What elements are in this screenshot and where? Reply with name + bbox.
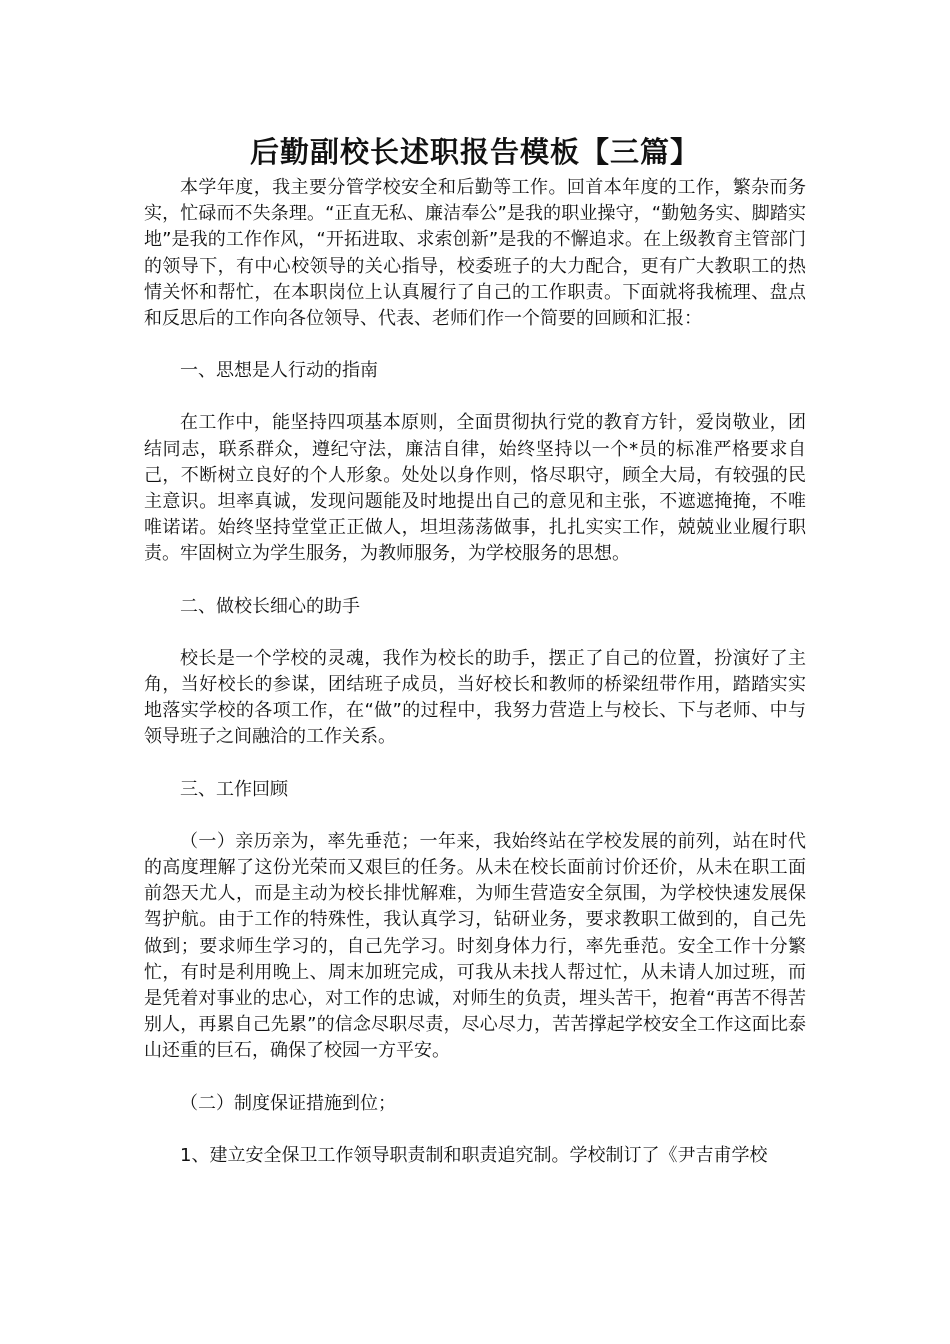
document-body xyxy=(144,175,806,1169)
section-2-paragraph: 校长是一个学校的灵魂，我作为校长的助手，摆正了自己的位置，扮演好了主角，当好校长的参谋，团结班子成员，当好校长和教师的桥梁纽带作用，踏踏实实地落实学校的各项工作，在“做”的过程中，我努力营造上与校长、下与老师、中与领导班子之间融洽的工作关系。 xyxy=(144,647,806,748)
document-title: 后勤副校长述职报告模板【三篇】 xyxy=(249,135,700,169)
subsection-heading-2: （二）制度保证措施到位； xyxy=(180,1092,396,1114)
section-heading-2: 二、做校长细心的助手 xyxy=(180,595,360,617)
section-heading-1: 一、思想是人行动的指南 xyxy=(180,360,378,382)
section-3-paragraph-1: （一）亲历亲为，率先垂范；一年来，我始终站在学校发展的前列，站在时代的高度理解了这份光荣而又艰巨的任务。从未在校长面前讨价还价，从未在职工面前怨天尤人，而是主动为校长排忧解难，为师生营造安全氛围，为学校快速发展保驾护航。由于工作的特殊性，我认真学习，钻研业务，要求教职工做到的，自己先做到；要求师生学习的，自己先学习。时刻身体力行，率先垂范。安全工作十分繁忙，有时是利用晚上、周末加班完成，可我从未找人帮过忙，从未请人加过班，而是凭着对事业的忠心，对工作的忠诚，对师生的负责，埋头苦干，抱着“再苦不得苦别人，再累自己先累”的信念尽职尽责，尽心尽力，苦苦撑起学校安全工作这面比泰山还重的巨石，确保了校园一方平安。 xyxy=(144,830,806,1062)
section-3-item-1: 1、建立安全保卫工作领导职责制和职责追究制。学校制订了《尹吉甫学校 xyxy=(180,1144,768,1166)
section-heading-3: 三、工作回顾 xyxy=(180,778,288,800)
intro-paragraph: 本学年度，我主要分管学校安全和后勤等工作。回首本年度的工作，繁杂而务实，忙碌而不失条理。“正直无私、廉洁奉公”是我的职业操守，“勤勉务实、脚踏实地”是我的工作作风，“开拓进取、求索创新”是我的不懈追求。在上级教育主管部门的领导下，有中心校领导的关心指导，校委班子的大力配合，更有广大教职工的热情关怀和帮忙，在本职岗位上认真履行了自己的工作职责。下面就将我梳理、盘点和反思后的工作向各位领导、代表、老师们作一个简要的回顾和汇报： xyxy=(144,177,806,330)
section-1-paragraph: 在工作中，能坚持四项基本原则，全面贯彻执行党的教育方针，爱岗敬业，团结同志，联系群众，遵纪守法，廉洁自律，始终坚持以一个*员的标准严格要求自己，不断树立良好的个人形象。处处以身作则，恪尽职守，顾全大局，有较强的民主意识。坦率真诚，发现问题能及时地提出自己的意见和主张，不遮遮掩掩，不唯唯诺诺。始终坚持堂堂正正做人，坦坦荡荡做事，扎扎实实工作，兢兢业业履行职责。牢固树立为学生服务，为教师服务，为学校服务的思想。 xyxy=(144,412,806,565)
